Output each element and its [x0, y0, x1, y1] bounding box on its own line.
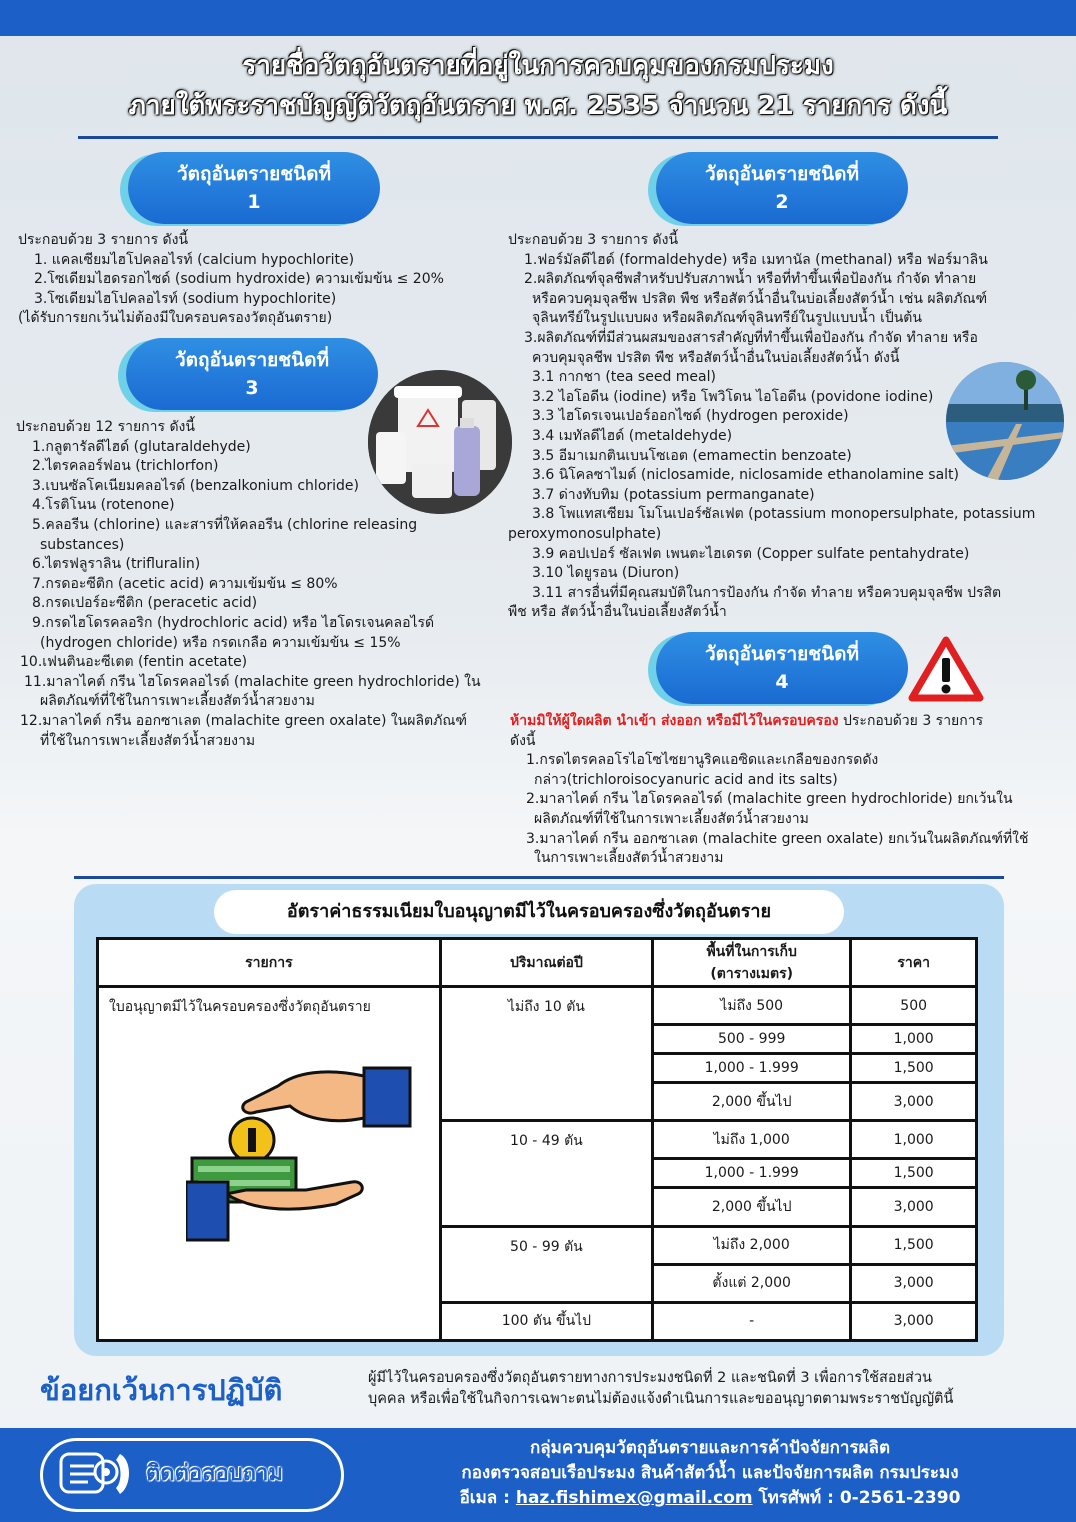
- type-2-subitem-cont: พืช หรือ สัตว์น้ำอื่นในบ่อเลี้ยงสัตว์น้ำ: [508, 604, 727, 621]
- payment-hands-illustration: [186, 1062, 416, 1242]
- area-cell: 1,000 - 1.999: [653, 1054, 851, 1083]
- type-2-subitem-cont: peroxymonosulphate): [508, 525, 662, 542]
- price-cell: 1,000: [851, 1121, 977, 1159]
- badge-number: 1: [247, 191, 261, 213]
- type-2-subitem: 3.9 คอปเปอร์ ซัลเฟต เพนตะไฮเดรต (Copper sulfate pentahydrate): [532, 545, 970, 562]
- header-qty: ปริมาณต่อปี: [440, 939, 652, 987]
- header-area-l2: (ตารางเมตร): [710, 965, 793, 982]
- badge-label: วัตถุอันตรายชนิดที่: [176, 163, 331, 185]
- type-2-item-cont: หรือควบคุมจุลชีพ ปรสิต พืช หรือสัตว์น้ำอื่นในบ่อเลี้ยงสัตว์น้ำ เช่น ผลิตภัณฑ์: [532, 290, 988, 307]
- type-2-subitem: 3.4 เมทัลดีไฮด์ (metaldehyde): [532, 427, 733, 444]
- prohibition-text: ห้ามมิให้ผู้ใดผลิต นำเข้า ส่งออก หรือมีไว้ในครอบครอง: [510, 713, 839, 729]
- type-2-item: 1.ฟอร์มัลดีไฮด์ (formaldehyde) หรือ เมทานัล (methanal) หรือ ฟอร์มาลิน: [524, 251, 988, 268]
- badge-label: วัตถุอันตรายชนิดที่: [704, 163, 859, 185]
- type-2-subitem: 3.3 ไฮโดรเจนเปอร์ออกไซด์ (hydrogen peroxide): [532, 408, 849, 425]
- exception-line-1: ผู้มีไว้ในครอบครองซึ่งวัตถุอันตรายทางการประมงชนิดที่ 2 และชนิดที่ 3 เพื่อการใช้สอยส่วน: [368, 1370, 932, 1386]
- type-2-subitem: 3.11 สารอื่นที่มีคุณสมบัติในการป้องกัน กำจัด ทำลาย หรือควบคุมจุลชีพ ปรสิต: [532, 584, 1002, 601]
- phone-number: 0-2561-2390: [839, 1488, 961, 1508]
- exception-title: ข้อยกเว้นการปฏิบัติ: [40, 1373, 283, 1407]
- price-cell: 1,500: [851, 1226, 977, 1264]
- type-2-subitem: 3.1 กากชา (tea seed meal): [532, 369, 716, 386]
- phone-label: โทรศัพท์ :: [752, 1488, 840, 1508]
- type-3-item: 6.ไตรฟลูราลิน (trifluralin): [32, 556, 201, 573]
- price-cell: 500: [851, 987, 977, 1025]
- type-3-item: 8.กรดเปอร์อะซีติก (peracetic acid): [32, 595, 258, 612]
- area-cell: 1,000 - 1.999: [653, 1159, 851, 1188]
- qty-cell: 100 ตัน ขึ้นไป: [440, 1302, 652, 1340]
- type-2-item: 2.ผลิตภัณฑ์จุลชีพสำหรับปรับสภาพน้ำ หรือที่ทำขึ้นเพื่อป้องกัน กำจัด ทำลาย: [524, 271, 977, 288]
- type-3-item-cont: ที่ใช้ในการเพาะเลี้ยงสัตว์น้ำสวยงาม: [40, 732, 256, 749]
- section-divider: [74, 876, 1004, 879]
- type-4-item: 3.มาลาไคต์ กรีน ออกซาเลต (malachite green oxalate) ยกเว้นในผลิตภัณฑ์ที่ใช้: [526, 830, 1029, 847]
- exception-line-2: บุคคล หรือเพื่อใช้ในกิจการเฉพาะตนไม่ต้องแจ้งดำเนินการและขออนุญาตตามพระราชบัญญัตินี้: [368, 1391, 954, 1407]
- type-3-item: 5.คลอรีน (chlorine) และสารที่ให้คลอรีน (chlorine releasing: [32, 516, 418, 533]
- type-2-subitem: 3.6 นิโคลซาไมด์ (niclosamide, niclosamide ethanolamine salt): [532, 467, 960, 484]
- type-3-item: 12.มาลาไคต์ กรีน ออกซาเลต (malachite green oxalate) ในผลิตภัณฑ์: [20, 712, 467, 729]
- type-3-intro: ประกอบด้วย 12 รายการ ดังนี้: [16, 419, 195, 435]
- contact-label: ติดต่อสอบถาม: [146, 1461, 283, 1486]
- type-2-subitem: 3.7 ด่างทับทิม (potassium permanganate): [532, 486, 815, 503]
- area-cell: 500 - 999: [653, 1025, 851, 1054]
- badge-type-2: [656, 152, 908, 224]
- area-cell: ตั้งแต่ 2,000: [653, 1264, 851, 1302]
- header-price: ราคา: [851, 939, 977, 987]
- type-3-item-cont: ผลิตภัณฑ์ที่ใช้ในการเพาะเลี้ยงสัตว์น้ำสวยงาม: [40, 693, 315, 710]
- type-2-subitem: 3.2 ไอโอดีน (iodine) หรือ โพวิโดน ไอโอดีน (povidone iodine): [532, 388, 934, 405]
- type-3-item: 1.กลูตารัลดีไฮด์ (glutaraldehyde): [32, 438, 251, 455]
- type-4-item: 1.กรดไตรคลอโรไอโซไซยานูริคแอซิดและเกลือของกรดดัง: [526, 752, 879, 769]
- type-2-intro: ประกอบด้วย 3 รายการ ดังนี้: [508, 232, 679, 248]
- type-3-item: 9.กรดไฮโดรคลอริก (hydrochloric acid) หรือ ไฮโดรเจนคลอไรด์: [32, 614, 435, 631]
- price-cell: 1,500: [851, 1054, 977, 1083]
- qty-cell: ไม่ถึง 10 ตัน: [440, 987, 652, 1121]
- area-cell: ไม่ถึง 500: [653, 987, 851, 1025]
- area-cell: 2,000 ขึ้นไป: [653, 1188, 851, 1226]
- price-cell: 3,000: [851, 1264, 977, 1302]
- page-title: [40, 46, 1036, 126]
- badge-number: 3: [245, 377, 259, 399]
- area-cell: ไม่ถึง 2,000: [653, 1226, 851, 1264]
- footer-contact-line: [360, 1486, 1060, 1511]
- type-2-item-cont: ควบคุมจุลชีพ ปรสิต พืช หรือสัตว์น้ำอื่นในบ่อเลี้ยงสัตว์น้ำ ดังนี้: [532, 349, 900, 366]
- type-4-intro-wrap: ดังนี้: [510, 732, 536, 749]
- badge-label: วัตถุอันตรายชนิดที่: [174, 349, 329, 371]
- type-3-item-cont: (hydrogen chloride) หรือ กรดเกลือ ความเข้มข้น ≤ 15%: [40, 634, 401, 651]
- exception-text: [368, 1368, 1048, 1410]
- header-area-l1: พื้นที่ในการเก็บ: [706, 943, 797, 960]
- type-4-list: [510, 712, 1060, 869]
- type-4-item-cont: กล่าว(trichloroisocyanuric acid and its salts): [534, 771, 838, 788]
- type-3-item: 7.กรดอะซีติก (acetic acid) ความเข้มข้น ≤ 80%: [32, 575, 338, 592]
- header-item: รายการ: [98, 939, 441, 987]
- type-3-item-cont: substances): [40, 536, 125, 553]
- title-line-1: รายชื่อวัตถุอันตรายที่อยู่ในการควบคุมของกรมประมง: [242, 51, 834, 81]
- type-3-item: 3.เบนซัลโคเนียมคลอไรด์ (benzalkonium chloride): [32, 477, 359, 494]
- type-4-item: 2.มาลาไคต์ กรีน ไฮโดรคลอไรด์ (malachite green hydrochloride) ยกเว้นใน: [526, 791, 1013, 808]
- type-1-intro: ประกอบด้วย 3 รายการ ดังนี้: [18, 232, 189, 248]
- type-4-intro: ประกอบด้วย 3 รายการ: [838, 713, 984, 729]
- type-4-item-cont: ผลิตภัณฑ์ที่ใช้ในการเพาะเลี้ยงสัตว์น้ำสวยงาม: [534, 810, 809, 827]
- area-cell: 2,000 ขึ้นไป: [653, 1083, 851, 1121]
- email-label: อีเมล :: [459, 1488, 516, 1508]
- top-bar: [0, 0, 1076, 36]
- price-cell: 3,000: [851, 1188, 977, 1226]
- type-1-item: 1. แคลเซียมไฮโปคลอไรท์ (calcium hypochlorite): [34, 251, 355, 268]
- footer-org-line-2: กองตรวจสอบเรือประมง สินค้าสัตว์น้ำ และปัจจัยการผลิต กรมประมง: [461, 1463, 959, 1483]
- title-line-2: ภายใต้พระราชบัญญัติวัตถุอันตราย พ.ศ. 2535 จำนวน 21 รายการ ดังนี้: [128, 91, 948, 121]
- badge-number: 2: [775, 191, 789, 213]
- qty-cell: 50 - 99 ตัน: [440, 1226, 652, 1302]
- type-2-subitem: 3.5 อีมาเมกตินเบนโซเอต (emamectin benzoate): [532, 447, 852, 464]
- price-cell: 1,500: [851, 1159, 977, 1188]
- badge-type-3: [126, 338, 378, 410]
- header-area: [653, 939, 851, 987]
- badge-label: วัตถุอันตรายชนิดที่: [704, 643, 859, 665]
- price-cell: 1,000: [851, 1025, 977, 1054]
- type-1-list: [18, 231, 488, 329]
- type-1-item: 3.โซเดียมไฮโปคลอไรท์ (sodium hypochlorite): [34, 290, 337, 307]
- type-1-note: (ได้รับการยกเว้นไม่ต้องมีใบครอบครองวัตถุอันตราย): [18, 310, 333, 327]
- type-2-subitem: 3.10 ไดยูรอน (Diuron): [532, 565, 680, 582]
- area-cell: -: [653, 1302, 851, 1340]
- qty-cell: 10 - 49 ตัน: [440, 1121, 652, 1226]
- fee-header-row: [98, 939, 977, 987]
- type-3-item: 2.ไตรคลอร์ฟอน (trichlorfon): [32, 458, 219, 475]
- price-cell: 3,000: [851, 1302, 977, 1340]
- title-divider: [78, 136, 998, 139]
- badge-number: 4: [775, 671, 789, 693]
- type-2-subitem: 3.8 โพแทสเซียม โมโนเปอร์ซัลเฟต (potassium monopersulphate, potassium: [532, 506, 1036, 523]
- type-2-list: [508, 231, 1058, 623]
- type-3-item: 11.มาลาไคต์ กรีน ไฮโดรคลอไรด์ (malachite green hydrochloride) ใน: [24, 673, 481, 690]
- type-4-item-cont: ในการเพาะเลี้ยงสัตว์น้ำสวยงาม: [534, 850, 724, 867]
- type-2-item: 3.ผลิตภัณฑ์ที่มีส่วนผสมของสารสำคัญที่ทำขึ้นเพื่อป้องกัน กำจัด ทำลาย หรือ: [524, 329, 978, 346]
- email-link[interactable]: haz.fishimex@gmail.com: [515, 1488, 753, 1508]
- type-3-item: 4.โรติโนน (rotenone): [32, 497, 175, 514]
- badge-type-4: [656, 632, 908, 704]
- fee-item-label: ใบอนุญาตมีไว้ในครอบครองซึ่งวัตถุอันตราย: [98, 987, 441, 1341]
- area-cell: ไม่ถึง 1,000: [653, 1121, 851, 1159]
- type-1-item: 2.โซเดียมไฮดรอกไซด์ (sodium hydroxide) ความเข้มข้น ≤ 20%: [34, 271, 444, 288]
- contact-icon: [58, 1446, 138, 1504]
- warning-icon: [908, 636, 984, 702]
- fee-title: อัตราค่าธรรมเนียมใบอนุญาตมีไว้ในครอบครองซึ่งวัตถุอันตราย: [214, 890, 844, 934]
- price-cell: 3,000: [851, 1083, 977, 1121]
- badge-type-1: [128, 152, 380, 224]
- footer-org-line-1: กลุ่มควบคุมวัตถุอันตรายและการค้าปัจจัยการผลิต: [529, 1438, 891, 1458]
- type-3-item: 10.เฟนตินอะซีเตต (fentin acetate): [20, 654, 248, 671]
- type-3-list: [16, 418, 496, 751]
- type-2-item-cont: จุลินทรีย์ในรูปแบบผง หรือผลิตภัณฑ์จุลินทรีย์ในรูปแบบน้ำ เป็นต้น: [532, 310, 922, 327]
- footer-contact-info: [360, 1436, 1060, 1511]
- table-row: [98, 987, 977, 1025]
